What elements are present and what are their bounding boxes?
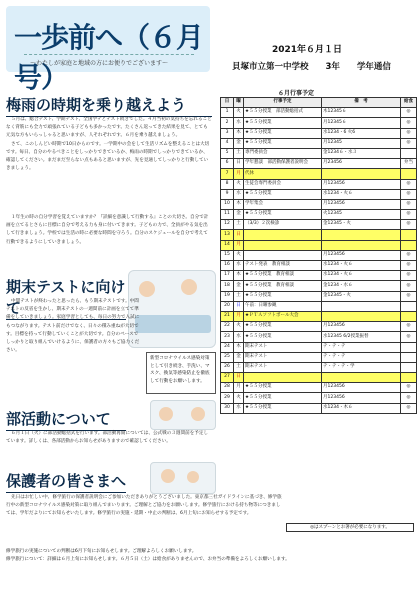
- title-banner: [6, 6, 210, 94]
- day-cell: 5: [221, 148, 234, 158]
- col-header-event: 行事予定: [244, 98, 322, 108]
- weekday-cell: 木: [234, 128, 244, 138]
- day-cell: 16: [221, 261, 234, 271]
- paragraph: ６月１日（火）に部活動総括式を行います。部活動再開については、公式戦の３週間前を予定しています。詳しくは、各部活動からお知らせがありますので確認してください。: [6, 431, 209, 445]
- meal-cell: ◎: [401, 179, 417, 189]
- event-cell: [244, 373, 322, 383]
- weekday-cell: 木: [234, 199, 244, 209]
- table-row: [221, 210, 417, 220]
- section-body-rainy: [6, 116, 212, 212]
- weekday-cell: 土: [234, 291, 244, 301]
- event-cell: 期末テスト: [244, 362, 322, 372]
- note-cell: 月123456: [322, 250, 401, 260]
- meal-cell: [401, 230, 417, 240]
- day-cell: 28: [221, 383, 234, 393]
- school-name: 貝塚市立第一中学校: [232, 62, 309, 72]
- meal-cell: [401, 148, 417, 158]
- section-heading-club: 部活動について: [6, 408, 126, 431]
- meal-cell: ◎: [401, 322, 417, 332]
- weekday-cell: 木: [234, 342, 244, 352]
- table-row: [221, 311, 417, 321]
- note-cell: 水1234・6 火6: [322, 128, 401, 138]
- meal-cell: ◎: [401, 261, 417, 271]
- event-cell: ★５５分授業 部活動総括式: [244, 108, 322, 118]
- event-cell: ★５５分授業: [244, 403, 322, 413]
- day-cell: 29: [221, 393, 234, 403]
- grade-label: 3年: [325, 62, 340, 72]
- event-cell: ★５５分授業: [244, 291, 322, 301]
- table-row: [221, 342, 417, 352]
- event-cell: 専門委員会: [244, 148, 322, 158]
- meal-cell: ◎: [401, 271, 417, 281]
- day-cell: 17: [221, 271, 234, 281]
- day-cell: 12: [221, 220, 234, 230]
- section-heading-exam: 期末テストに向けて: [6, 276, 126, 320]
- day-cell: 19: [221, 291, 234, 301]
- event-cell: ★５５分授業: [244, 332, 322, 342]
- note-cell: 月123456: [322, 393, 401, 403]
- day-cell: 21: [221, 311, 234, 321]
- weekday-cell: 金: [234, 352, 244, 362]
- weekday-cell: 水: [234, 332, 244, 342]
- note-cell: 水12345 6/2授業振替: [322, 332, 401, 342]
- note-cell: 金12345・火: [322, 291, 401, 301]
- day-cell: 11: [221, 210, 234, 220]
- meal-cell: [401, 301, 417, 311]
- note-cell: [322, 169, 401, 179]
- meal-cell: [401, 373, 417, 383]
- event-cell: 代休: [244, 169, 322, 179]
- day-cell: 30: [221, 403, 234, 413]
- table-row: [221, 159, 417, 169]
- event-cell: （3/3）２次検診: [244, 220, 322, 230]
- note-cell: 月123456: [322, 322, 401, 332]
- table-row: [221, 179, 417, 189]
- issue-date: 2021年６月１日: [272, 45, 343, 55]
- schedule-body: [221, 108, 417, 414]
- weekday-cell: 木: [234, 271, 244, 281]
- table-row: [221, 403, 417, 413]
- title-divider: [24, 54, 194, 55]
- student-head-icon: [139, 281, 155, 297]
- day-cell: 20: [221, 301, 234, 311]
- note-cell: 金12345・火: [322, 220, 401, 230]
- paragraph: 先日はお忙しい中、修学旅行の保護者説明会にご参加いただきありがとうございました。東京都三社ガイドラインに基づき、修学旅行中の新型コロナウイルス感染対策に取り組んでまいります。ご理解とご協力をお願いします。修学旅行における持ち物等につきましては、学年だよりにてお知らせいたします。修学旅行の実施・延期・中止の判断は、6月上旬にお知らせする予定です。: [6, 495, 282, 517]
- day-cell: 1: [221, 108, 234, 118]
- day-cell: 8: [221, 179, 234, 189]
- weekday-cell: 月: [234, 169, 244, 179]
- weekday-cell: 火: [234, 250, 244, 260]
- meal-cell: ◎: [401, 108, 417, 118]
- event-cell: ★５５分授業: [244, 393, 322, 403]
- table-row: [221, 148, 417, 158]
- note-cell: 金1234６・水３: [322, 148, 401, 158]
- day-cell: 10: [221, 199, 234, 209]
- day-cell: 25: [221, 352, 234, 362]
- table-row: [221, 118, 417, 128]
- meal-cell: [401, 342, 417, 352]
- meal-cell: 弁当: [401, 159, 417, 169]
- table-row: [221, 352, 417, 362]
- note-cell: 月123456: [322, 383, 401, 393]
- event-cell: テスト発表 教育相談: [244, 261, 322, 271]
- weekday-cell: 水: [234, 261, 244, 271]
- weekday-cell: 日: [234, 373, 244, 383]
- event-cell: ★５５分授業: [244, 118, 322, 128]
- weekday-cell: 土: [234, 220, 244, 230]
- day-cell: 26: [221, 362, 234, 372]
- meal-cell: [401, 169, 417, 179]
- note-cell: 火12345: [322, 210, 401, 220]
- weekday-cell: 水: [234, 118, 244, 128]
- note-cell: 水1234・火６: [322, 261, 401, 271]
- guardians-illustration: [150, 462, 216, 494]
- note-cell: テ・テ・テ・学: [322, 362, 401, 372]
- person-icon: [159, 407, 173, 421]
- event-cell: ★５５分授業: [244, 322, 322, 332]
- table-row: [221, 189, 417, 199]
- event-cell: ★５５分授業: [244, 210, 322, 220]
- section-body-guardians: [6, 494, 284, 546]
- weekday-cell: 月: [234, 311, 244, 321]
- school-line: [232, 60, 405, 72]
- day-cell: 2: [221, 118, 234, 128]
- student-head-icon: [181, 279, 197, 295]
- table-row: [221, 261, 417, 271]
- meal-cell: [401, 352, 417, 362]
- meal-cell: [401, 240, 417, 250]
- meal-cell: ◎: [401, 210, 417, 220]
- note-cell: [322, 373, 401, 383]
- day-cell: 13: [221, 230, 234, 240]
- note-cell: 月123456: [322, 179, 401, 189]
- col-header-meal: 給食: [401, 98, 417, 108]
- event-cell: ★５５分授業: [244, 189, 322, 199]
- table-row: [221, 301, 417, 311]
- footer-notice: [6, 548, 416, 564]
- table-row: [221, 373, 417, 383]
- weekday-cell: 金: [234, 281, 244, 291]
- meal-cell: ◎: [401, 403, 417, 413]
- note-cell: 木12345６: [322, 108, 401, 118]
- table-row: [221, 220, 417, 230]
- meal-cell: ◎: [401, 138, 417, 148]
- weekday-cell: 水: [234, 403, 244, 413]
- weekday-cell: 金: [234, 138, 244, 148]
- day-cell: 18: [221, 281, 234, 291]
- event-cell: 午前：日曜参観: [244, 301, 322, 311]
- table-row: [221, 291, 417, 301]
- event-cell: [244, 250, 322, 260]
- event-cell: ★５５分授業 教育相談: [244, 271, 322, 281]
- event-cell: ★５５分授業 教育相談: [244, 281, 322, 291]
- schedule-title: ６月行事予定: [278, 90, 315, 97]
- weekday-cell: 土: [234, 362, 244, 372]
- table-row: [221, 322, 417, 332]
- day-cell: 7: [221, 169, 234, 179]
- weekday-cell: 火: [234, 322, 244, 332]
- event-cell: ★ＰＴＡソフトボール大会: [244, 311, 322, 321]
- day-cell: 9: [221, 189, 234, 199]
- meal-cell: [401, 311, 417, 321]
- day-cell: 15: [221, 250, 234, 260]
- section-body-exam: [6, 298, 142, 410]
- event-cell: 期末テスト: [244, 352, 322, 362]
- day-cell: 22: [221, 322, 234, 332]
- note-cell: テ・テ・テ: [322, 352, 401, 362]
- person-icon: [191, 407, 205, 421]
- table-row: [221, 271, 417, 281]
- meal-cell: ◎: [401, 118, 417, 128]
- table-row: [221, 108, 417, 118]
- table-row: [221, 383, 417, 393]
- paragraph: さて、このしんどい時期で10日からのです。一学期中の会をして生活リズムを整えることは大切です。毎日、自分のやるべきことをしっかりできているか、梅雨の時期でしっかりできているか、確認してください。まだまだ至らない点もあると思いますが、先を見通してしっかりと行動していきましょう。: [6, 141, 210, 172]
- day-cell: 3: [221, 128, 234, 138]
- meal-cell: ◎: [401, 332, 417, 342]
- meal-cell: ◎: [401, 383, 417, 393]
- col-header-day: 日: [221, 98, 234, 108]
- event-cell: ★５５分授業: [244, 128, 322, 138]
- newsletter-title: 一歩前へ（６月号）: [14, 21, 204, 94]
- weekday-cell: 火: [234, 108, 244, 118]
- weekday-cell: 日: [234, 159, 244, 169]
- col-header-note: 備 考: [322, 98, 401, 108]
- meal-cell: ◎: [401, 128, 417, 138]
- weekday-cell: 火: [234, 393, 244, 403]
- table-row: [221, 281, 417, 291]
- meal-cell: ◎: [401, 189, 417, 199]
- section-heading-rainy: 梅雨の時期を乗り越えよう: [6, 94, 212, 117]
- club-illustration: [150, 400, 216, 430]
- meal-cell: ◎: [401, 250, 417, 260]
- table-row: [221, 138, 417, 148]
- table-row: [221, 362, 417, 372]
- paragraph: 修学旅行について：詳細は６月上旬にお知らせします。６月５日（土）は給食がありませんので、お弁当の準備をよろしくお願いします。: [6, 557, 290, 563]
- note-cell: 水1234・木６: [322, 403, 401, 413]
- meal-cell: [401, 362, 417, 372]
- day-cell: 27: [221, 373, 234, 383]
- day-cell: 6: [221, 159, 234, 169]
- meal-note: ◎はスプーンとお箸が必要になります。: [286, 523, 414, 532]
- event-cell: [244, 230, 322, 240]
- table-row: [221, 332, 417, 342]
- table-row: [221, 393, 417, 403]
- weekday-cell: 火: [234, 179, 244, 189]
- col-header-weekday: 曜: [234, 98, 244, 108]
- desk-icon: [135, 315, 211, 333]
- table-row: [221, 169, 417, 179]
- meal-cell: ◎: [401, 291, 417, 301]
- day-cell: 24: [221, 342, 234, 352]
- event-cell: 期末テスト: [244, 342, 322, 352]
- weekday-cell: 金: [234, 210, 244, 220]
- day-cell: 23: [221, 332, 234, 342]
- event-cell: 学年懇談 部活動保護者説明会: [244, 159, 322, 169]
- weekday-cell: 日: [234, 301, 244, 311]
- section-heading-guardians: 保護者の皆さまへ: [6, 470, 126, 493]
- weekday-cell: 日: [234, 230, 244, 240]
- meal-cell: ◎: [401, 393, 417, 403]
- event-cell: ★５５分授業: [244, 383, 322, 393]
- day-cell: 14: [221, 240, 234, 250]
- note-cell: 水1234・火６: [322, 271, 401, 281]
- event-cell: [244, 240, 322, 250]
- paragraph: 中間テストが終わったと思ったら、もう期末テストです。中間テストの反省を生かし、期末テストの一週間前に計画を立てて準備をしていきましょう。家庭学習としても、毎日の努力で入試にもつながります。テスト前だけでなく、日々の積み重ねが大切です。目標を持って行動していくことが大切です。自分のペースでしっかりと取り組んでいけるように、保護者の方々もご協力ください。: [6, 299, 140, 354]
- note-cell: 月12345６: [322, 118, 401, 128]
- note-cell: [322, 240, 401, 250]
- note-cell: 金1234・水６: [322, 281, 401, 291]
- note-cell: [322, 230, 401, 240]
- person-icon: [161, 469, 175, 483]
- note-cell: 月123456: [322, 199, 401, 209]
- note-cell: [322, 301, 401, 311]
- event-cell: 学年集会: [244, 199, 322, 209]
- event-cell: ★５５分授業: [244, 138, 322, 148]
- meal-cell: ◎: [401, 281, 417, 291]
- covid-note-box: 新型コロナウイルス感染対策として引き続き、手洗い、マスク、換気等感染防止を徹底して行動をお願いします。: [146, 352, 216, 394]
- note-cell: 月23456: [322, 159, 401, 169]
- event-cell: 生徒会専門委員会: [244, 179, 322, 189]
- schedule-table: [220, 97, 417, 414]
- weekday-cell: 水: [234, 189, 244, 199]
- paragraph: 修学旅行の実施についての判断は6月下旬にお知らせします。ご理解よろしくお願いします。: [6, 549, 197, 554]
- note-cell: [322, 311, 401, 321]
- paragraph: ５月は、総合テスト、学期テスト、全国学テとテスト続きでした。４月当初の気持ちを忘れることなく背筋にも全力で頑張れている子どもも多かったです。たくさん返ってきた結果を見て、とても元気な方もいらっしゃると思いますが、人それぞれです。６月を乗り越えましょう。: [6, 117, 212, 139]
- person-icon: [187, 471, 199, 483]
- table-row: [221, 250, 417, 260]
- note-cell: 月12345: [322, 138, 401, 148]
- weekday-cell: 月: [234, 383, 244, 393]
- newsletter-type: 学年通信: [356, 62, 391, 72]
- meal-cell: ◎: [401, 220, 417, 230]
- table-row: [221, 230, 417, 240]
- weekday-cell: 月: [234, 240, 244, 250]
- table-row: [221, 128, 417, 138]
- table-row: [221, 199, 417, 209]
- table-row: [221, 240, 417, 250]
- note-cell: 水1234・火６: [322, 189, 401, 199]
- section-body-rainy-2: [6, 214, 212, 274]
- meal-cell: ◎: [401, 199, 417, 209]
- weekday-cell: 土: [234, 148, 244, 158]
- paragraph: １年生の時の自分学習を覚えていますか？『詳細を意識して行動する』ことの大切さ。自分で計画を立てるとさらに目標に自分で考える力も身に付いてきます。子どもの力で、全員がやる気を出して行きましょう。学校では生活の時に必要な時間を守ろう。自分のスケジュールを自分で考えて行動できるようにしていきましょう。: [6, 215, 209, 245]
- table-header-row: [221, 98, 417, 108]
- day-cell: 4: [221, 138, 234, 148]
- note-cell: テ・テ・テ: [322, 342, 401, 352]
- title-tagline: ～わたしが家庭と地域の方にお便りでございます～: [30, 60, 169, 67]
